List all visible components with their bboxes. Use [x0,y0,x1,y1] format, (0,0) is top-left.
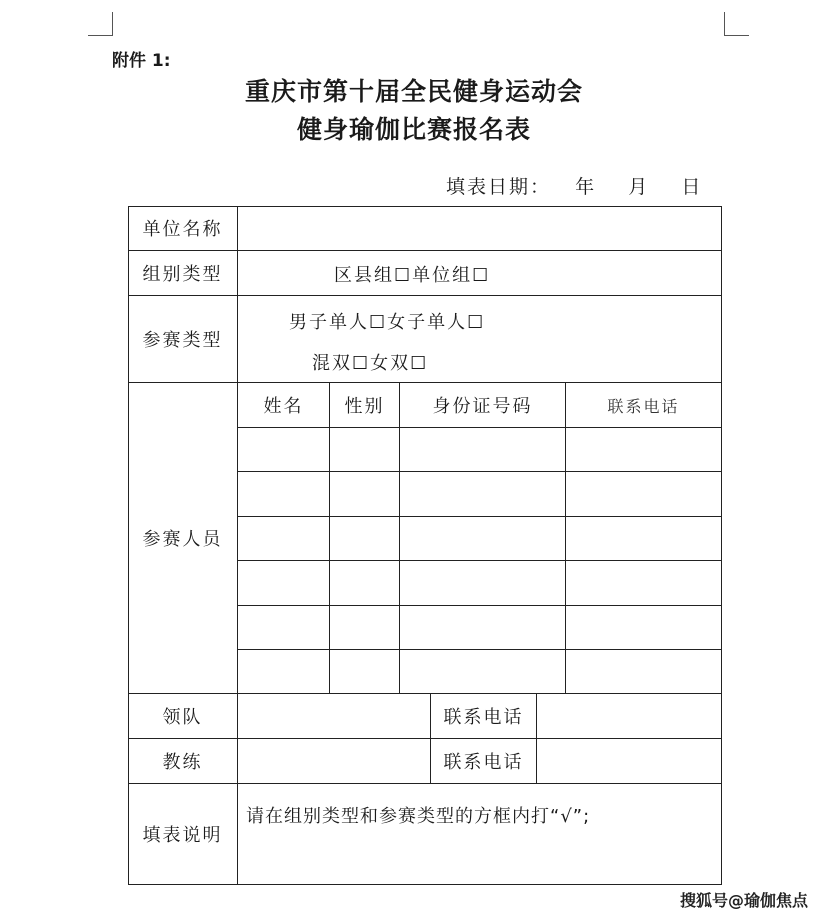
crop-mark-right [724,12,725,36]
table-border [128,884,722,885]
participant-column-divider [329,382,330,694]
event-type-label: 参赛类型 [142,330,223,351]
leader-label: 领队 [162,707,203,728]
unit-name-field[interactable] [238,207,721,250]
leader-phone-field[interactable] [537,694,721,738]
leader-name-field[interactable] [238,694,430,738]
notes-label: 填表说明 [142,825,223,846]
watermark: 搜狐号@瑜伽焦点 [680,891,809,910]
participant-row-divider [237,560,722,561]
crop-mark-right [724,35,749,36]
group-type-label: 组别类型 [142,264,223,285]
column-header-phone: 联系电话 [607,396,680,416]
participant-row-divider [237,471,722,472]
crop-mark-left [112,12,113,36]
participant-row-divider [237,516,722,517]
column-header-name: 姓名 [263,396,304,417]
group-type-options[interactable]: 区县组☐单位组☐ [334,265,491,286]
event-type-options-row-2[interactable]: 混双☐女双☐ [312,353,429,374]
participant-column-divider [399,382,400,694]
leader-phone-label: 联系电话 [443,707,524,728]
form-title-line-2: 健身瑜伽比赛报名表 [296,115,531,144]
column-header-id-number: 身份证号码 [432,396,533,417]
coach-phone-label: 联系电话 [443,752,524,773]
coach-name-field[interactable] [238,739,430,783]
participant-column-divider [565,382,566,694]
coach-label: 教练 [162,752,203,773]
annex-label: 附件 1: [112,51,171,71]
participant-row-divider [237,649,722,650]
event-type-options-row-1[interactable]: 男子单人☐女子单人☐ [289,312,486,333]
participants-label: 参赛人员 [142,529,223,550]
crop-mark-left [88,35,113,36]
registration-table [128,206,722,885]
coach-phone-field[interactable] [537,739,721,783]
participant-row-divider [237,427,722,428]
unit-name-label: 单位名称 [142,219,223,240]
notes-text: 请在组别类型和参赛类型的方框内打“√”; [246,806,591,827]
form-title-line-1: 重庆市第十届全民健身运动会 [244,77,583,106]
column-header-gender: 性别 [344,396,385,417]
fill-date-line: 填表日期： 年 月 日 [446,176,703,198]
participant-row-divider [237,605,722,606]
